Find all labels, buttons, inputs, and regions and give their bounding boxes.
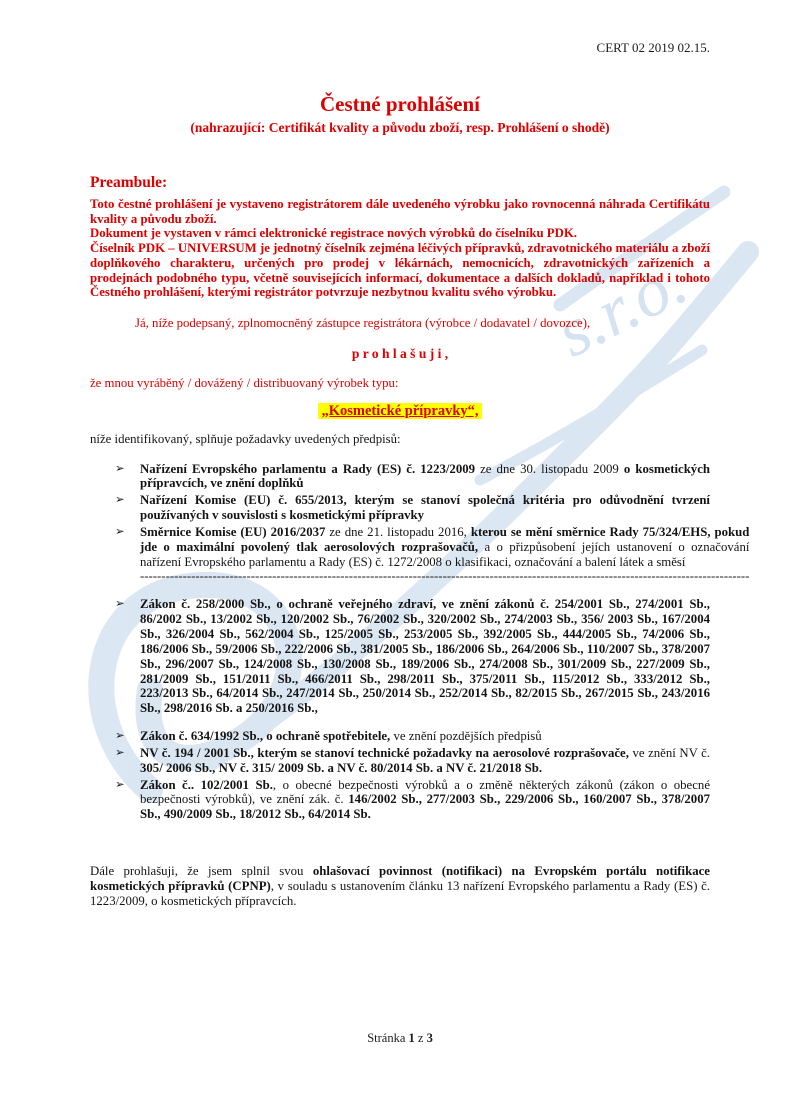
arrow-bullet-icon: ➢ — [115, 494, 125, 507]
text-run: ze dne 21. listopadu 2016, — [325, 524, 471, 539]
declaration-word: p r o h l a š u j i , — [351, 345, 449, 361]
product-type-line: že mnou vyráběný / dovážený / distribuovaný výrobek typu: — [90, 376, 399, 391]
document-subtitle: (nahrazující: Certifikát kvality a původu zboží, resp. Prohlášení o shodě) — [190, 120, 610, 135]
regulation-text — [140, 462, 710, 492]
text-run: Nařízení Evropského parlamentu a Rady (ES) č. 1223/2009 — [140, 461, 476, 476]
preambule-paragraph-1: Toto čestné prohlášení je vystaveno registrátorem dále uvedeného výrobku jako rovnocenná náhrada Certifikátu kvality a původu zboží. — [90, 197, 710, 226]
text-run: 1 — [408, 1031, 415, 1045]
regulation-text — [140, 778, 710, 823]
text-run: ze dne 30. listopadu 2009 — [475, 461, 624, 476]
arrow-bullet-icon: ➢ — [115, 462, 125, 475]
text-run: 146/2002 Sb., 277/2003 Sb., 229/2006 Sb., 160/2007 Sb., 378/2007 Sb., 490/2009 Sb., 18/2012 Sb., 64/2014 Sb. — [140, 792, 710, 822]
declarant-line: Já, níže podepsaný, zplnomocněný zástupce registrátora (výrobce / dodavatel / dovozce), — [135, 315, 591, 330]
regulation-text — [140, 493, 710, 523]
text-run: Nařízení Komise (EU) č. 655/2013, kterým se stanoví společná kritéria pro odůvodnění tvrzení používaných v souvislosti s kosmetickými přípravky — [140, 493, 710, 523]
text-run: ----------------------------------------------------------------------------------------------------------------------------------------------- — [140, 569, 750, 584]
text-run: , o ochraně veřejného zdraví, ve znění zákonů č. 254/2001 Sb., 274/2001 Sb., 86/2002 Sb., 13/2002 Sb., 120/2002 Sb., 76/2002 Sb., 320/2002 Sb., 274/2003 Sb., 356/ 2003 Sb., 167/2004 Sb., 326/2004 Sb., 562/2004 Sb., 125/2005 Sb., 253/2005 Sb., 392/2005 Sb., 444/2005 Sb., 74/2006 Sb., 186/2006 Sb., 59/2006 Sb., 222/2006 Sb., 381/2005 Sb., 186/2006 Sb., 264/2006 Sb., 110/2007 Sb., 378/2007 Sb., 296/2007 Sb., 124/2008 Sb., 130/2008 Sb., 189/2006 Sb., 274/2008 Sb., 301/2009 Sb., 227/2009 Sb., 281/2009 Sb., 151/2011 Sb., 466/2011 Sb., 298/2011 Sb., 375/2011 Sb., 115/2012 Sb., 333/2012 Sb., 223/2013 Sb., 64/2014 Sb., 247/2014 Sb., 250/2014 Sb., 252/2014 Sb., 82/2015 Sb., 267/2015 Sb., 243/2016 Sb., 298/2016 Sb. a 250/2016 Sb., — [140, 597, 710, 716]
preambule-paragraph-3: Číselník PDK – UNIVERSUM je jednotný číselník zejména léčivých přípravků, zdravotnického materiálu a zboží doplňkového charakteru, určených pro prodej v lékárnách, nemocnicích, zdravotnických zařízeních a prodejnách podobného typu, včetně souvisejících informací, dokumentace a dalších dokladů, například i tohoto Čestného prohlášení, kterými registrátor potvrzuje nezbytnou kvalitu svého výrobku. — [90, 241, 710, 300]
product-name-highlight: „Kosmetické přípravky“, — [318, 403, 481, 419]
regulation-item — [115, 778, 710, 823]
doc-code: CERT 02 2019 02.15. — [596, 40, 710, 55]
arrow-bullet-icon: ➢ — [115, 598, 125, 611]
watermark-text: s.r.o. — [544, 242, 699, 373]
regulation-text — [140, 597, 710, 716]
cpnp-declaration-paragraph — [90, 864, 710, 908]
product-name-line — [90, 402, 710, 420]
regulation-item — [115, 597, 710, 716]
regulation-item — [115, 524, 750, 584]
text-run: kterou se mění směrnice Rady 75/324/EHS, pokud jde o maximální povolený tlak aerosolových rozprašovačů, — [140, 524, 750, 554]
regulation-item — [115, 729, 710, 744]
arrow-bullet-icon: ➢ — [115, 746, 125, 759]
text-run: ve znění pozdějších předpisů — [390, 729, 542, 744]
text-run: 3 — [426, 1031, 433, 1045]
requirements-intro: níže identifikovaný, splňuje požadavky uvedených předpisů: — [90, 431, 401, 446]
regulation-text — [140, 525, 749, 584]
regulations-list — [115, 461, 750, 823]
preambule-heading: Preambule: — [90, 174, 168, 191]
text-run: o kosmetických přípravcích, ve znění doplňků — [140, 461, 711, 491]
regulation-item — [115, 462, 710, 492]
regulation-item — [115, 746, 710, 776]
text-run: Zákon č.. 102/2001 Sb. — [140, 777, 273, 792]
text-run: Stránka — [367, 1031, 409, 1045]
text-run: z — [414, 1031, 427, 1045]
arrow-bullet-icon: ➢ — [115, 778, 125, 791]
text-run: ohlašovací povinnost (notifikaci) na Evropském portálu notifikace kosmetických přípravků (CPNP) — [90, 864, 710, 893]
text-run: , v souladu s ustanovením článku 13 nařízení Evropského parlamentu a Rady (ES) č. 1223/2009, o kosmetických přípravcích. — [90, 878, 710, 908]
regulation-item — [115, 493, 710, 523]
regulation-text — [140, 729, 710, 744]
regulation-text — [140, 746, 710, 776]
text-run: , o obecné bezpečnosti výrobků a o změně některých zákonů (zákon o obecné bezpečnosti výrobků), ve znění zák. č. — [140, 777, 710, 807]
text-run: Zákon č. 258/2000 Sb. — [140, 597, 268, 612]
arrow-bullet-icon: ➢ — [115, 730, 125, 743]
text-run: ve znění NV č. — [628, 745, 711, 760]
text-run: Dále prohlašuji, že jsem splnil svou — [90, 864, 313, 879]
preambule-paragraph-2: Dokument je vystaven v rámci elektronické registrace nových výrobků do číselníku PDK. — [90, 226, 577, 241]
text-run: Zákon č. 634/1992 Sb., o ochraně spotřebitele, — [140, 729, 391, 744]
page-footer — [0, 1031, 800, 1046]
text-run: NV č. 194 / 2001 Sb., kterým se stanoví technické požadavky na aerosolové rozprašovače, — [140, 745, 629, 760]
text-run: Směrnice Komise (EU) 2016/2037 — [140, 524, 326, 539]
document-title: Čestné prohlášení — [319, 92, 481, 116]
text-run: 305/ 2006 Sb., NV č. 315/ 2009 Sb. a NV č. 80/2014 Sb. a NV č. 21/2018 Sb. — [140, 760, 543, 775]
text-run: a o přizpůsobení jejích ustanovení o označování nařízení Evropského parlamentu a Rady (ES) č. 1272/2008 o klasifikaci, označování a balení látek a směsí — [140, 539, 750, 569]
arrow-bullet-icon: ➢ — [115, 525, 125, 538]
